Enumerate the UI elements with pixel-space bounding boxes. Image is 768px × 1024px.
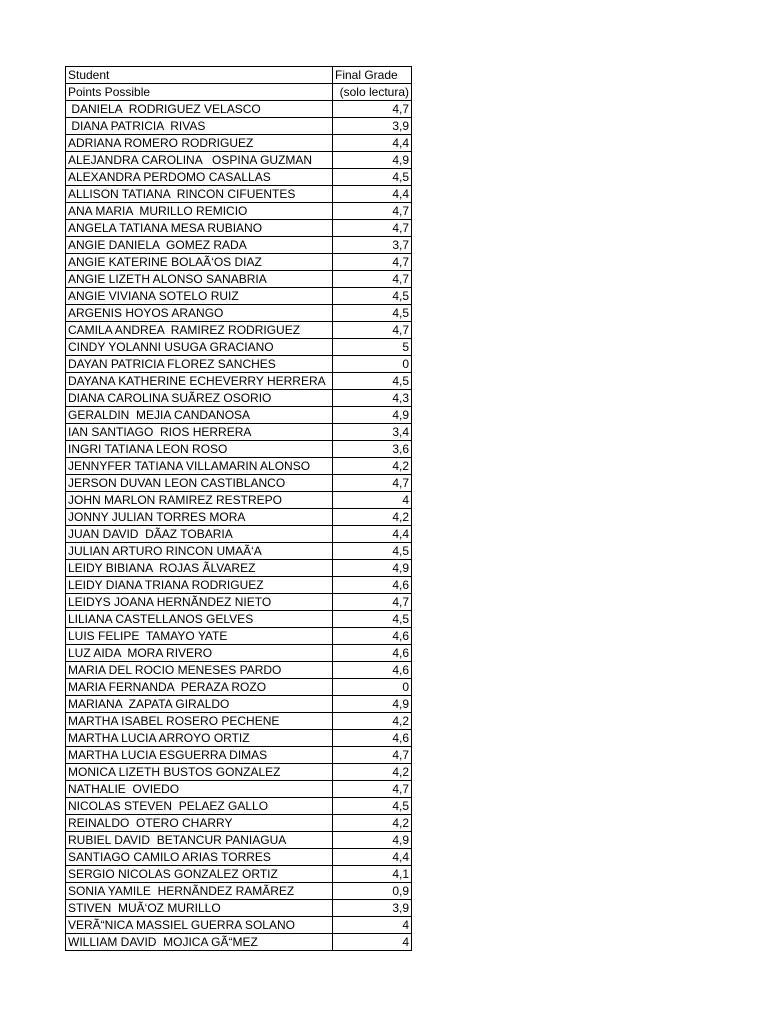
table-row	[66, 883, 412, 900]
final-grade-cell[interactable]: 4,5	[333, 611, 412, 628]
student-name-cell[interactable]: SERGIO NICOLAS GONZALEZ ORTIZ	[66, 866, 333, 883]
final-grade-cell[interactable]: 4,7	[333, 101, 412, 118]
student-name-cell[interactable]: ANGIE LIZETH ALONSO SANABRIA	[66, 271, 333, 288]
student-name-cell[interactable]: DIANA CAROLINA SUÃREZ OSORIO	[66, 390, 333, 407]
table-row	[66, 118, 412, 135]
final-grade-cell[interactable]: 4,4	[333, 849, 412, 866]
student-name-cell[interactable]: RUBIEL DAVID BETANCUR PANIAGUA	[66, 832, 333, 849]
final-grade-cell[interactable]: 4,2	[333, 458, 412, 475]
table-row	[66, 152, 412, 169]
table-row	[66, 237, 412, 254]
student-name-cell[interactable]: REINALDO OTERO CHARRY	[66, 815, 333, 832]
student-name-cell[interactable]: ANGELA TATIANA MESA RUBIANO	[66, 220, 333, 237]
final-grade-cell[interactable]: 4,9	[333, 832, 412, 849]
final-grade-cell[interactable]: 4,2	[333, 815, 412, 832]
table-row	[66, 849, 412, 866]
grades-table	[65, 66, 412, 951]
student-name-cell[interactable]: LUZ AIDA MORA RIVERO	[66, 645, 333, 662]
final-grade-cell[interactable]: 4,6	[333, 662, 412, 679]
table-row	[66, 390, 412, 407]
table-row	[66, 288, 412, 305]
student-name-cell[interactable]: STIVEN MUÃ‘OZ MURILLO	[66, 900, 333, 917]
table-row	[66, 764, 412, 781]
final-grade-cell[interactable]: 4,5	[333, 373, 412, 390]
final-grade-cell[interactable]: 4,7	[333, 271, 412, 288]
final-grade-cell[interactable]: 0	[333, 356, 412, 373]
final-grade-cell[interactable]: 4,9	[333, 152, 412, 169]
student-name-cell[interactable]: INGRI TATIANA LEON ROSO	[66, 441, 333, 458]
student-name-cell[interactable]: GERALDIN MEJIA CANDANOSA	[66, 407, 333, 424]
student-name-cell[interactable]: LEIDY DIANA TRIANA RODRIGUEZ	[66, 577, 333, 594]
final-grade-cell[interactable]: 0,9	[333, 883, 412, 900]
student-name-cell[interactable]: VERÃ“NICA MASSIEL GUERRA SOLANO	[66, 917, 333, 934]
table-row	[66, 577, 412, 594]
final-grade-cell[interactable]: 4,4	[333, 526, 412, 543]
student-name-cell[interactable]: ALLISON TATIANA RINCON CIFUENTES	[66, 186, 333, 203]
final-grade-cell[interactable]: 3,6	[333, 441, 412, 458]
final-grade-cell[interactable]: 4,6	[333, 645, 412, 662]
student-name-cell[interactable]: MARIANA ZAPATA GIRALDO	[66, 696, 333, 713]
student-name-cell[interactable]: MONICA LIZETH BUSTOS GONZALEZ	[66, 764, 333, 781]
final-grade-cell[interactable]: 4,7	[333, 220, 412, 237]
table-row	[66, 526, 412, 543]
table-row	[66, 305, 412, 322]
final-grade-cell[interactable]: 4,4	[333, 186, 412, 203]
table-row	[66, 730, 412, 747]
table-row	[66, 713, 412, 730]
final-grade-cell[interactable]: 3,7	[333, 237, 412, 254]
student-name-cell[interactable]: CINDY YOLANNI USUGA GRACIANO	[66, 339, 333, 356]
table-row	[66, 645, 412, 662]
student-name-cell[interactable]: SONIA YAMILE HERNÃNDEZ RAMÃREZ	[66, 883, 333, 900]
table-row	[66, 135, 412, 152]
student-name-cell[interactable]: WILLIAM DAVID MOJICA GÃ“MEZ	[66, 934, 333, 951]
subheader-read-only[interactable]: (solo lectura)	[333, 84, 412, 101]
grades-table-body	[66, 67, 412, 951]
table-row	[66, 424, 412, 441]
student-name-cell[interactable]: DANIELA RODRIGUEZ VELASCO	[66, 101, 333, 118]
table-row	[66, 203, 412, 220]
table-row	[66, 679, 412, 696]
subheader-points-possible[interactable]: Points Possible	[66, 84, 333, 101]
final-grade-cell[interactable]: 4,4	[333, 135, 412, 152]
table-row	[66, 441, 412, 458]
student-name-cell[interactable]: JOHN MARLON RAMIREZ RESTREPO	[66, 492, 333, 509]
student-name-cell[interactable]: DAYANA KATHERINE ECHEVERRY HERRERA	[66, 373, 333, 390]
final-grade-cell[interactable]: 4,5	[333, 543, 412, 560]
table-row	[66, 254, 412, 271]
student-name-cell[interactable]: ANA MARIA MURILLO REMICIO	[66, 203, 333, 220]
student-name-cell[interactable]: ANGIE DANIELA GOMEZ RADA	[66, 237, 333, 254]
table-row	[66, 475, 412, 492]
student-name-cell[interactable]: LEIDYS JOANA HERNÃNDEZ NIETO	[66, 594, 333, 611]
student-name-cell[interactable]: LUIS FELIPE TAMAYO YATE	[66, 628, 333, 645]
table-row	[66, 509, 412, 526]
final-grade-cell[interactable]: 4,9	[333, 407, 412, 424]
final-grade-cell[interactable]: 4,9	[333, 696, 412, 713]
student-name-cell[interactable]: JENNYFER TATIANA VILLAMARIN ALONSO	[66, 458, 333, 475]
student-name-cell[interactable]: ANGIE VIVIANA SOTELO RUIZ	[66, 288, 333, 305]
table-row	[66, 169, 412, 186]
table-row	[66, 101, 412, 118]
table-row	[66, 543, 412, 560]
table-row	[66, 900, 412, 917]
final-grade-cell[interactable]: 4,2	[333, 764, 412, 781]
student-name-cell[interactable]: MARTHA ISABEL ROSERO PECHENE	[66, 713, 333, 730]
table-row	[66, 339, 412, 356]
final-grade-cell[interactable]: 4,1	[333, 866, 412, 883]
table-row	[66, 934, 412, 951]
final-grade-cell[interactable]: 4,7	[333, 475, 412, 492]
student-name-cell[interactable]: MARTHA LUCIA ESGUERRA DIMAS	[66, 747, 333, 764]
student-name-cell[interactable]: JONNY JULIAN TORRES MORA	[66, 509, 333, 526]
final-grade-cell[interactable]: 4,5	[333, 798, 412, 815]
final-grade-cell[interactable]: 4,2	[333, 509, 412, 526]
final-grade-cell[interactable]: 4,7	[333, 594, 412, 611]
student-name-cell[interactable]: SANTIAGO CAMILO ARIAS TORRES	[66, 849, 333, 866]
final-grade-cell[interactable]: 4,5	[333, 305, 412, 322]
student-name-cell[interactable]: LILIANA CASTELLANOS GELVES	[66, 611, 333, 628]
table-row	[66, 373, 412, 390]
student-name-cell[interactable]: JUAN DAVID DÃAZ TOBARIA	[66, 526, 333, 543]
table-row	[66, 271, 412, 288]
table-row	[66, 611, 412, 628]
final-grade-cell[interactable]: 3,9	[333, 900, 412, 917]
final-grade-cell[interactable]: 3,9	[333, 118, 412, 135]
table-row	[66, 628, 412, 645]
table-row	[66, 662, 412, 679]
final-grade-cell[interactable]: 4,5	[333, 169, 412, 186]
final-grade-cell[interactable]: 4,6	[333, 730, 412, 747]
table-row	[66, 866, 412, 883]
final-grade-cell[interactable]: 4	[333, 492, 412, 509]
table-row	[66, 594, 412, 611]
final-grade-cell[interactable]: 4	[333, 934, 412, 951]
student-name-cell[interactable]: ANGIE KATERINE BOLAÃ‘OS DIAZ	[66, 254, 333, 271]
header-student[interactable]: Student	[66, 67, 333, 84]
header-final-grade[interactable]: Final Grade	[333, 67, 412, 84]
final-grade-cell[interactable]: 4,7	[333, 747, 412, 764]
student-name-cell[interactable]: ADRIANA ROMERO RODRIGUEZ	[66, 135, 333, 152]
final-grade-cell[interactable]: 4,9	[333, 560, 412, 577]
final-grade-cell[interactable]: 4,3	[333, 390, 412, 407]
table-row	[66, 407, 412, 424]
student-name-cell[interactable]: MARIA FERNANDA PERAZA ROZO	[66, 679, 333, 696]
final-grade-cell[interactable]: 4,7	[333, 781, 412, 798]
student-name-cell[interactable]: LEIDY BIBIANA ROJAS ÃLVAREZ	[66, 560, 333, 577]
table-row	[66, 560, 412, 577]
final-grade-cell[interactable]: 4,7	[333, 203, 412, 220]
final-grade-cell[interactable]: 4,6	[333, 628, 412, 645]
table-row	[66, 747, 412, 764]
student-name-cell[interactable]: CAMILA ANDREA RAMIREZ RODRIGUEZ	[66, 322, 333, 339]
student-name-cell[interactable]: NATHALIE OVIEDO	[66, 781, 333, 798]
table-row	[66, 832, 412, 849]
table-row	[66, 917, 412, 934]
student-name-cell[interactable]: JULIAN ARTURO RINCON UMAÃ‘A	[66, 543, 333, 560]
student-name-cell[interactable]: ALEXANDRA PERDOMO CASALLAS	[66, 169, 333, 186]
table-row	[66, 356, 412, 373]
student-name-cell[interactable]: JERSON DUVAN LEON CASTIBLANCO	[66, 475, 333, 492]
student-name-cell[interactable]: MARIA DEL ROCIO MENESES PARDO	[66, 662, 333, 679]
student-name-cell[interactable]: ALEJANDRA CAROLINA OSPINA GUZMAN	[66, 152, 333, 169]
subheader-row	[66, 84, 412, 101]
final-grade-cell[interactable]: 5	[333, 339, 412, 356]
final-grade-cell[interactable]: 0	[333, 679, 412, 696]
table-row	[66, 492, 412, 509]
table-row	[66, 696, 412, 713]
table-row	[66, 322, 412, 339]
final-grade-cell[interactable]: 3,4	[333, 424, 412, 441]
table-row	[66, 798, 412, 815]
student-name-cell[interactable]: ARGENIS HOYOS ARANGO	[66, 305, 333, 322]
table-row	[66, 220, 412, 237]
student-name-cell[interactable]: NICOLAS STEVEN PELAEZ GALLO	[66, 798, 333, 815]
table-row	[66, 781, 412, 798]
final-grade-cell[interactable]: 4,7	[333, 254, 412, 271]
student-name-cell[interactable]: IAN SANTIAGO RIOS HERRERA	[66, 424, 333, 441]
student-name-cell[interactable]: MARTHA LUCIA ARROYO ORTIZ	[66, 730, 333, 747]
header-row	[66, 67, 412, 84]
final-grade-cell[interactable]: 4,6	[333, 577, 412, 594]
final-grade-cell[interactable]: 4	[333, 917, 412, 934]
final-grade-cell[interactable]: 4,5	[333, 288, 412, 305]
final-grade-cell[interactable]: 4,7	[333, 322, 412, 339]
final-grade-cell[interactable]: 4,2	[333, 713, 412, 730]
table-row	[66, 186, 412, 203]
table-row	[66, 458, 412, 475]
student-name-cell[interactable]: DIANA PATRICIA RIVAS	[66, 118, 333, 135]
table-row	[66, 815, 412, 832]
student-name-cell[interactable]: DAYAN PATRICIA FLOREZ SANCHES	[66, 356, 333, 373]
